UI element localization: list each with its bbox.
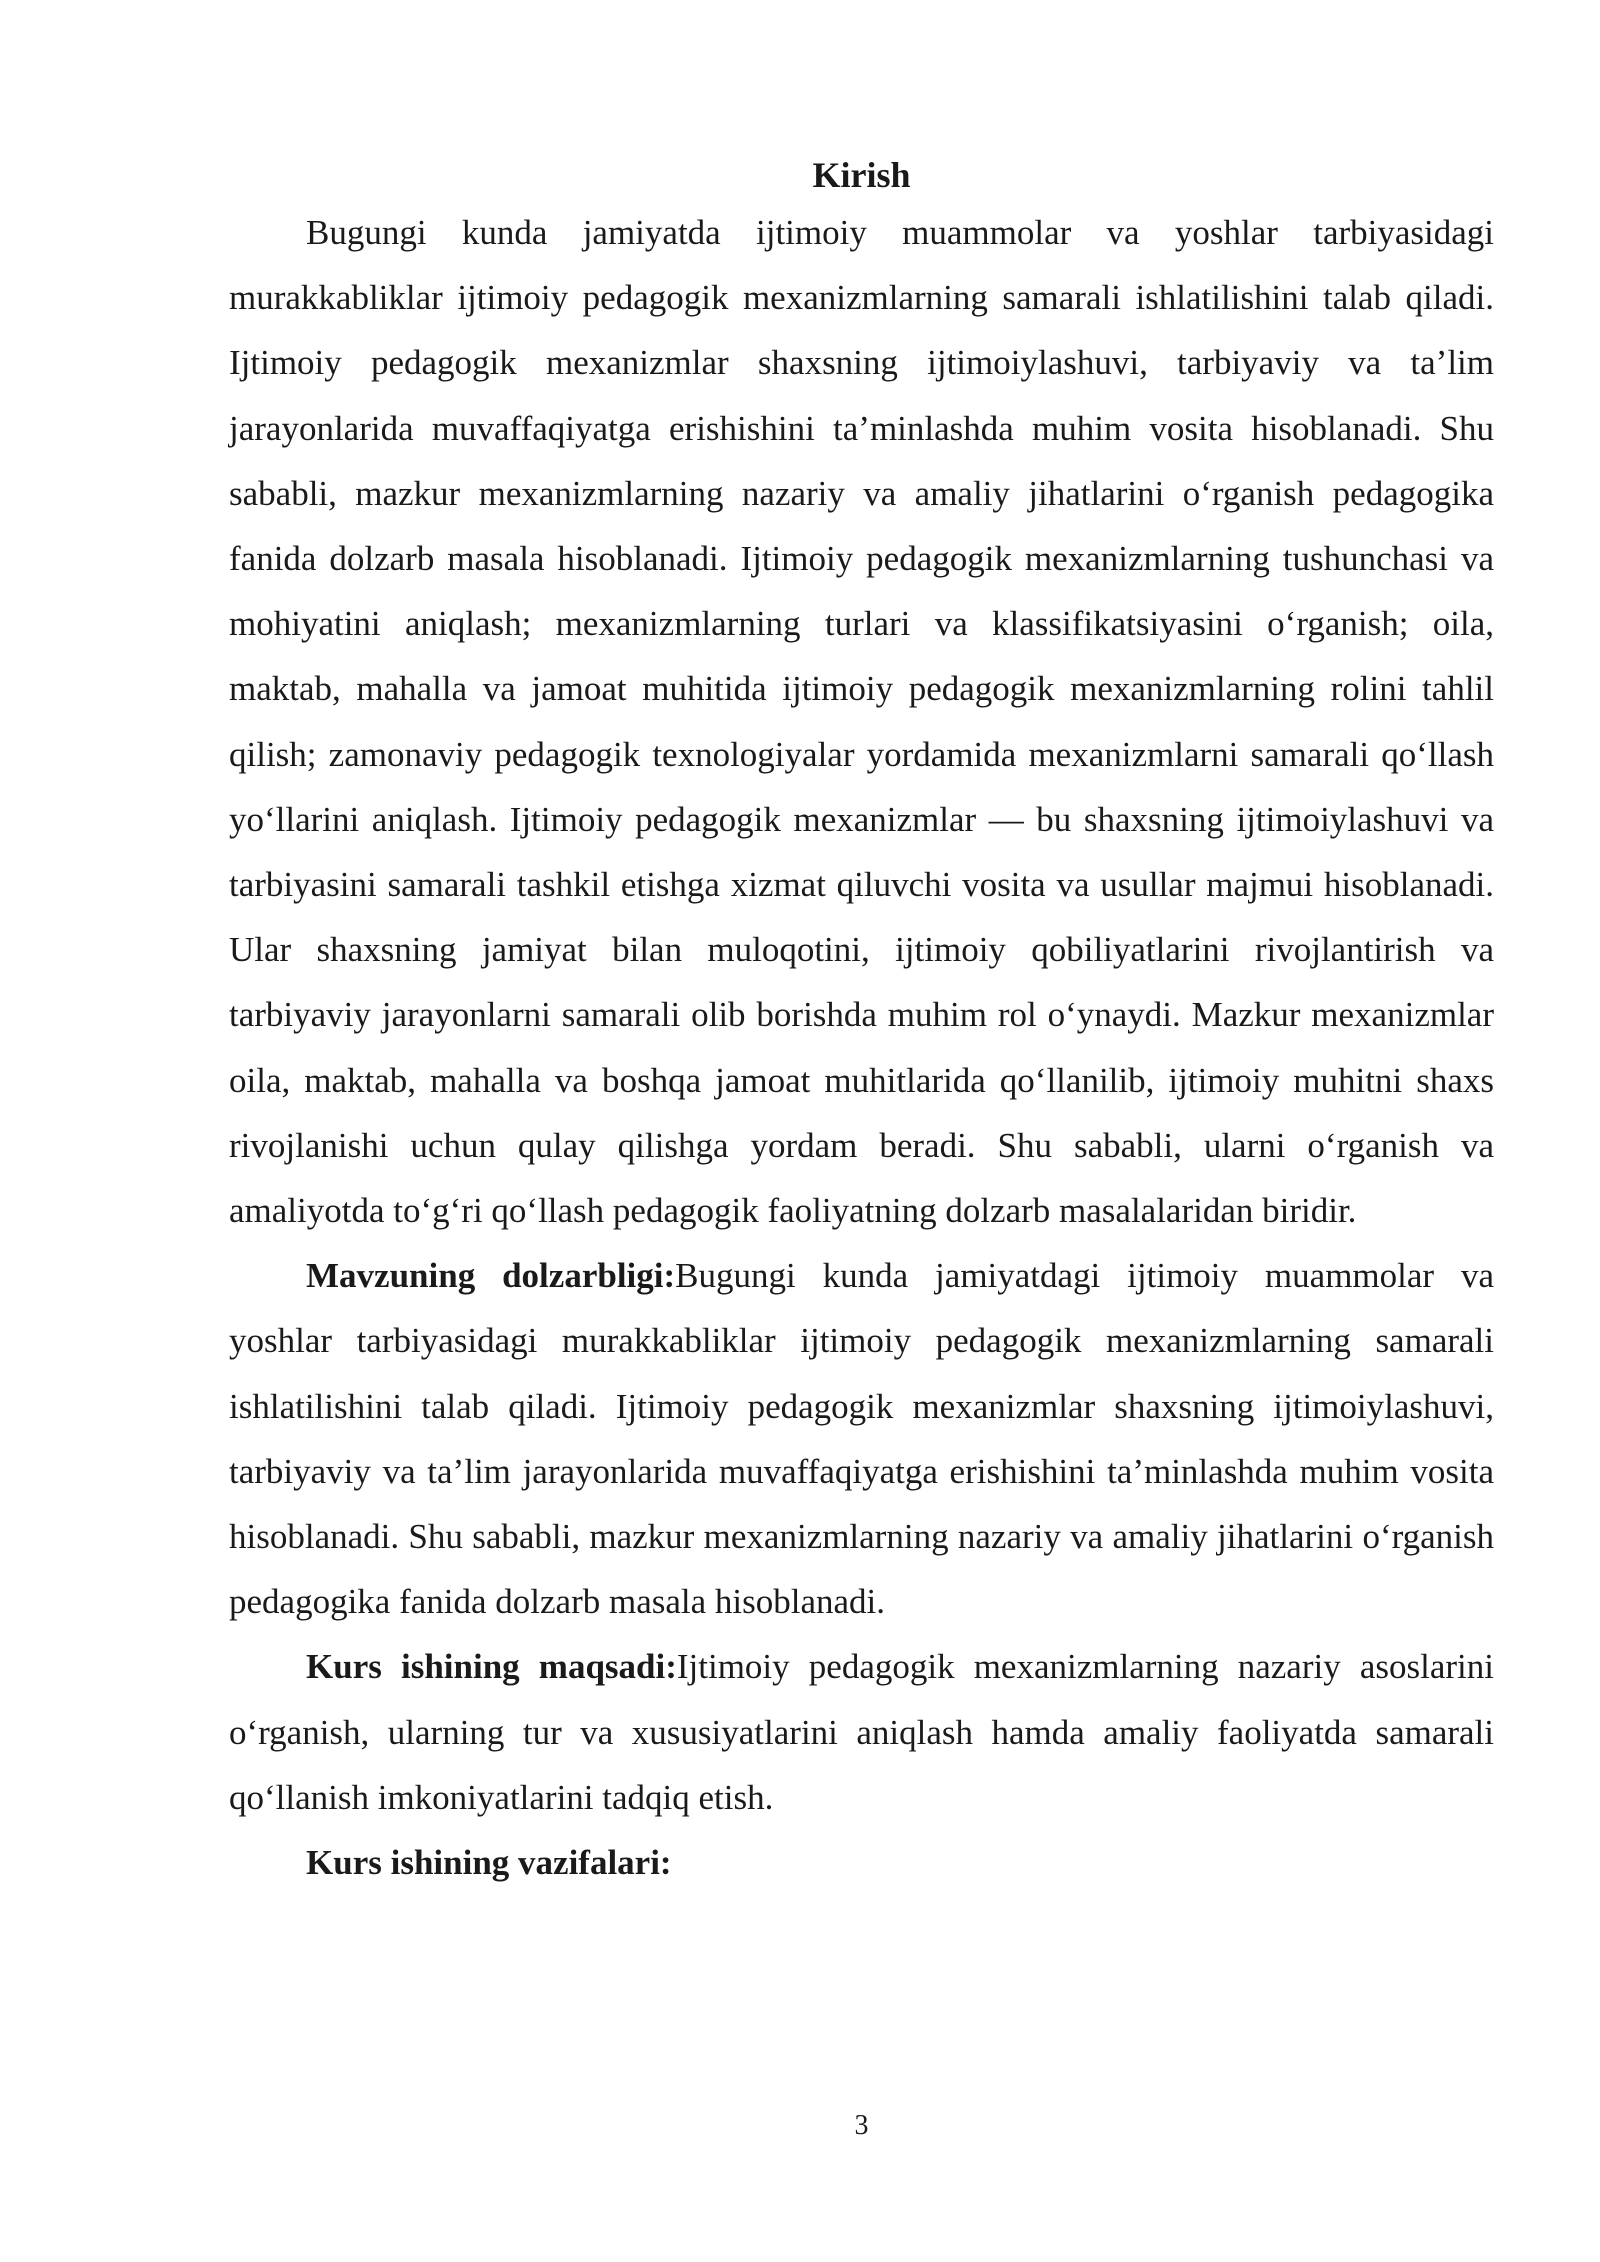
- goal-text: Ijtimoiy pedagogik mexanizmlarning nazariy asoslarini o‘rganish, ularning tur va xususiyatlarini aniqlash hamda amaliy faoliyatda samarali qo‘llanish imkoniyatlarini tadqiq etish.: [229, 1647, 1494, 1817]
- goal-label: Kurs ishining maqsadi:: [306, 1647, 677, 1687]
- section-heading: Kirish: [812, 155, 911, 195]
- tasks-label: Kurs ishining vazifalari:: [306, 1843, 672, 1883]
- relevance-text: Bugungi kunda jamiyatdagi ijtimoiy muammolar va yoshlar tarbiyasidagi murakkabliklar ijtimoiy pedagogik mexanizmlarning samarali ishlatilishini talab qiladi. Ijtimoiy pedagogik mexanizmlar shaxsning ijtimoiylashuvi, tarbiyaviy va ta’lim jarayonlarida muvaffaqiyatga erishishini ta’minlashda muhim vosita hisoblanadi. Shu sababli, mazkur mexanizmlarning nazariy va amaliy jihatlarini o‘rganish pedagogika fanida dolzarb masala hisoblanadi.: [229, 1256, 1494, 1622]
- page-number: 3: [854, 2110, 869, 2141]
- goal-paragraph: [229, 1634, 1494, 1830]
- relevance-label: Mavzuning dolzarbligi:: [306, 1256, 676, 1296]
- intro-paragraph: Bugungi kunda jamiyatda ijtimoiy muammolar va yoshlar tarbiyasidagi murakkabliklar ijtimoiy pedagogik mexanizmlarning samarali ishlatilishini talab qiladi. Ijtimoiy pedagogik mexanizmlar shaxsning ijtimoiylashuvi, tarbiyaviy va ta’lim jarayonlarida muvaffaqiyatga erishishini ta’minlashda muhim vosita hisoblanadi. Shu sababli, mazkur mexanizmlarning nazariy va amaliy jihatlarini o‘rganish pedagogika fanida dolzarb masala hisoblanadi. Ijtimoiy pedagogik mexanizmlarning tushunchasi va mohiyatini aniqlash; mexanizmlarning turlari va klassifikatsiyasini o‘rganish; oila, maktab, mahalla va jamoat muhitida ijtimoiy pedagogik mexanizmlarning rolini tahlil qilish; zamonaviy pedagogik texnologiyalar yordamida mexanizmlarni samarali qo‘llash yo‘llarini aniqlash. Ijtimoiy pedagogik mexanizmlar — bu shaxsning ijtimoiylashuvi va tarbiyasini samarali tashkil etishga xizmat qiluvchi vosita va usullar majmui hisoblanadi. Ular shaxsning jamiyat bilan muloqotini, ijtimoiy qobiliyatlarini rivojlantirish va tarbiyaviy jarayonlarni samarali olib borishda muhim rol o‘ynaydi. Mazkur mexanizmlar oila, maktab, mahalla va boshqa jamoat muhitlarida qo‘llanilib, ijtimoiy muhitni shaxs rivojlanishi uchun qulay qilishga yordam beradi. Shu sababli, ularni o‘rganish va amaliyotda to‘g‘ri qo‘llash pedagogik faoliyatning dolzarb masalalaridan biridir.: [229, 213, 1494, 1231]
- relevance-paragraph: [229, 1243, 1494, 1634]
- document-page: [229, 150, 1494, 1895]
